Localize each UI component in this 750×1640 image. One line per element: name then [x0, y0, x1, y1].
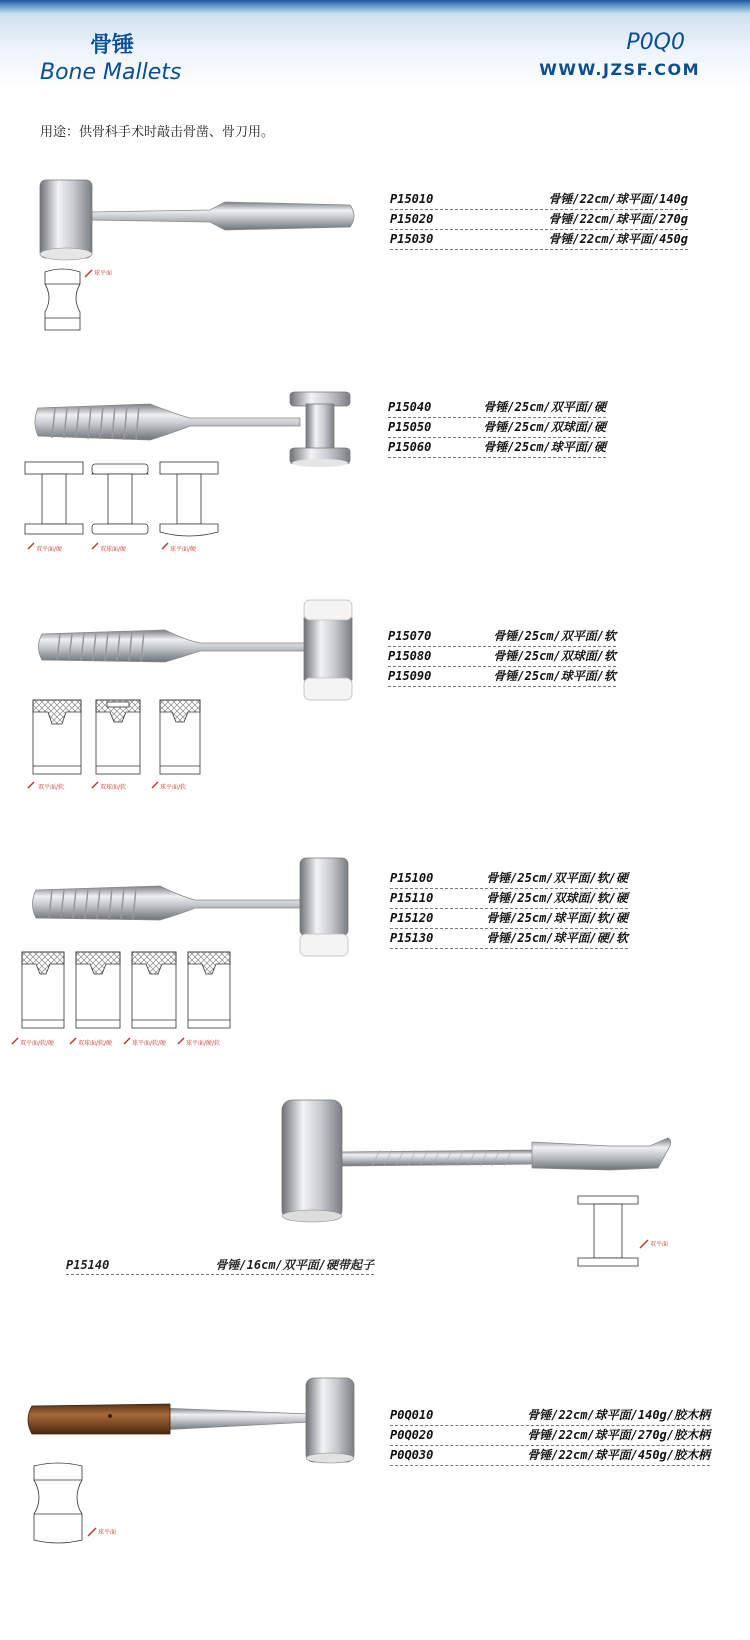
face-label: 双球面/硬 — [100, 546, 127, 553]
spec-table-group-5 — [66, 1256, 374, 1275]
face-profile-double-flat-soft — [33, 700, 81, 774]
product-code: P0Q020 — [390, 1428, 434, 1442]
face-label: 双平面/软/硬 — [20, 1040, 55, 1047]
table-row — [388, 627, 616, 647]
face-profile-double-ball-soft-hard — [76, 952, 120, 1028]
product-code: P15100 — [390, 871, 434, 885]
face-label: 球平面 — [94, 270, 113, 277]
product-code: P15010 — [390, 192, 434, 206]
product-code: P15050 — [388, 420, 432, 434]
product-code: P15030 — [390, 232, 434, 246]
table-row — [390, 869, 628, 889]
product-code: P15080 — [388, 649, 432, 663]
table-row — [66, 1256, 374, 1275]
table-row — [388, 418, 606, 438]
product-desc: 骨锤/22cm/球平面/140g/胶木柄 — [527, 1408, 710, 1422]
catalog-code: P0Q0 — [626, 30, 685, 55]
table-row — [390, 210, 688, 230]
table-row — [390, 889, 628, 909]
product-desc: 骨锤/25cm/球平面/软/硬 — [486, 911, 628, 925]
face-label: 球平面 — [98, 1529, 117, 1536]
product-desc: 骨锤/25cm/双球面/软/硬 — [486, 891, 628, 905]
spec-table-group-2 — [388, 398, 606, 458]
product-desc: 骨锤/25cm/球平面/软 — [493, 669, 616, 683]
product-code: P15040 — [388, 400, 432, 414]
product-code: P15090 — [388, 669, 432, 683]
spec-table-group-6 — [390, 1406, 710, 1466]
face-label: 球平面/软/硬 — [132, 1040, 167, 1047]
product-desc: 骨锤/22cm/球平面/270g/胶木柄 — [527, 1428, 710, 1442]
product-code: P15060 — [388, 440, 432, 454]
product-desc: 骨锤/16cm/双平面/硬带起子 — [215, 1258, 374, 1272]
mallet-image-p0q010 — [28, 1378, 354, 1463]
face-profile-ball-flat-hard-soft — [188, 952, 230, 1028]
table-row — [390, 190, 688, 210]
table-row — [388, 647, 616, 667]
face-label: 球平面/软 — [160, 784, 187, 791]
face-label: 球平面/硬/软 — [186, 1040, 221, 1047]
face-label: 双球面/软/硬 — [78, 1040, 113, 1047]
product-code: P0Q030 — [390, 1448, 434, 1462]
table-row — [388, 438, 606, 458]
product-code: P15140 — [66, 1258, 110, 1272]
mallet-image-p15070 — [39, 600, 353, 700]
table-row — [390, 1446, 710, 1466]
product-desc: 骨锤/25cm/双平面/硬 — [483, 400, 606, 414]
product-code: P15110 — [390, 891, 434, 905]
website-link[interactable]: WWW.JZSF.COM — [539, 60, 700, 79]
table-row — [390, 1426, 710, 1446]
product-desc: 骨锤/22cm/球平面/270g — [548, 212, 688, 226]
table-row — [388, 398, 606, 418]
face-label: 双球面/软 — [100, 784, 127, 791]
face-profile-ball-flat-soft — [160, 700, 200, 774]
product-desc: 骨锤/25cm/球平面/硬/软 — [486, 931, 628, 945]
product-code: P15130 — [390, 931, 434, 945]
face-profile-ball-flat-hard — [160, 462, 218, 536]
spec-table-group-3 — [388, 627, 616, 687]
arrow-icon — [85, 270, 92, 277]
table-row — [388, 667, 616, 687]
product-desc: 骨锤/25cm/双球面/硬 — [483, 420, 606, 434]
product-desc: 骨锤/22cm/球平面/450g — [548, 232, 688, 246]
face-profile-double-flat-soft-hard — [22, 952, 64, 1028]
table-row — [390, 1406, 710, 1426]
face-profile-double-ball-soft — [96, 700, 140, 774]
table-row — [390, 909, 628, 929]
arrow-icon — [88, 1528, 96, 1536]
arrow-icon — [640, 1240, 648, 1248]
face-profile-double-flat — [578, 1196, 638, 1266]
table-row — [390, 929, 628, 949]
product-code: P0Q010 — [390, 1408, 434, 1422]
spec-table-group-4 — [390, 869, 628, 949]
face-profile-double-flat-hard — [25, 462, 83, 534]
product-desc: 骨锤/22cm/球平面/140g — [548, 192, 688, 206]
product-desc: 骨锤/25cm/双平面/软 — [493, 629, 616, 643]
face-profile-ball-flat-soft-hard — [132, 952, 176, 1028]
mallet-image-p15040 — [35, 392, 350, 467]
mallet-image-p15010 — [40, 180, 354, 260]
face-label: 双平面 — [650, 1241, 669, 1248]
face-profile-double-ball-hard — [92, 464, 148, 534]
product-desc: 骨锤/25cm/双平面/软/硬 — [486, 871, 628, 885]
product-code: P15020 — [390, 212, 434, 226]
mallet-image-p15100 — [33, 858, 349, 956]
face-profile-ball-flat-6 — [34, 1463, 82, 1543]
table-row — [390, 230, 688, 250]
product-desc: 骨锤/22cm/球平面/450g/胶木柄 — [527, 1448, 710, 1462]
product-desc: 骨锤/25cm/双球面/软 — [493, 649, 616, 663]
product-code: P15120 — [390, 911, 434, 925]
spec-table-group-1 — [390, 190, 688, 250]
product-desc: 骨锤/25cm/球平面/硬 — [483, 440, 606, 454]
face-label: 双平面/硬 — [36, 546, 63, 553]
face-label: 双平面/软 — [38, 784, 65, 791]
face-profile-ball-flat-1 — [45, 269, 80, 330]
product-code: P15070 — [388, 629, 432, 643]
title-chinese: 骨锤 — [90, 33, 135, 58]
face-label: 球平面/硬 — [170, 546, 197, 553]
usage-text: 用途：供骨科手术时敲击骨凿、骨刀用。 — [40, 125, 275, 140]
title-english: Bone Mallets — [40, 60, 182, 85]
